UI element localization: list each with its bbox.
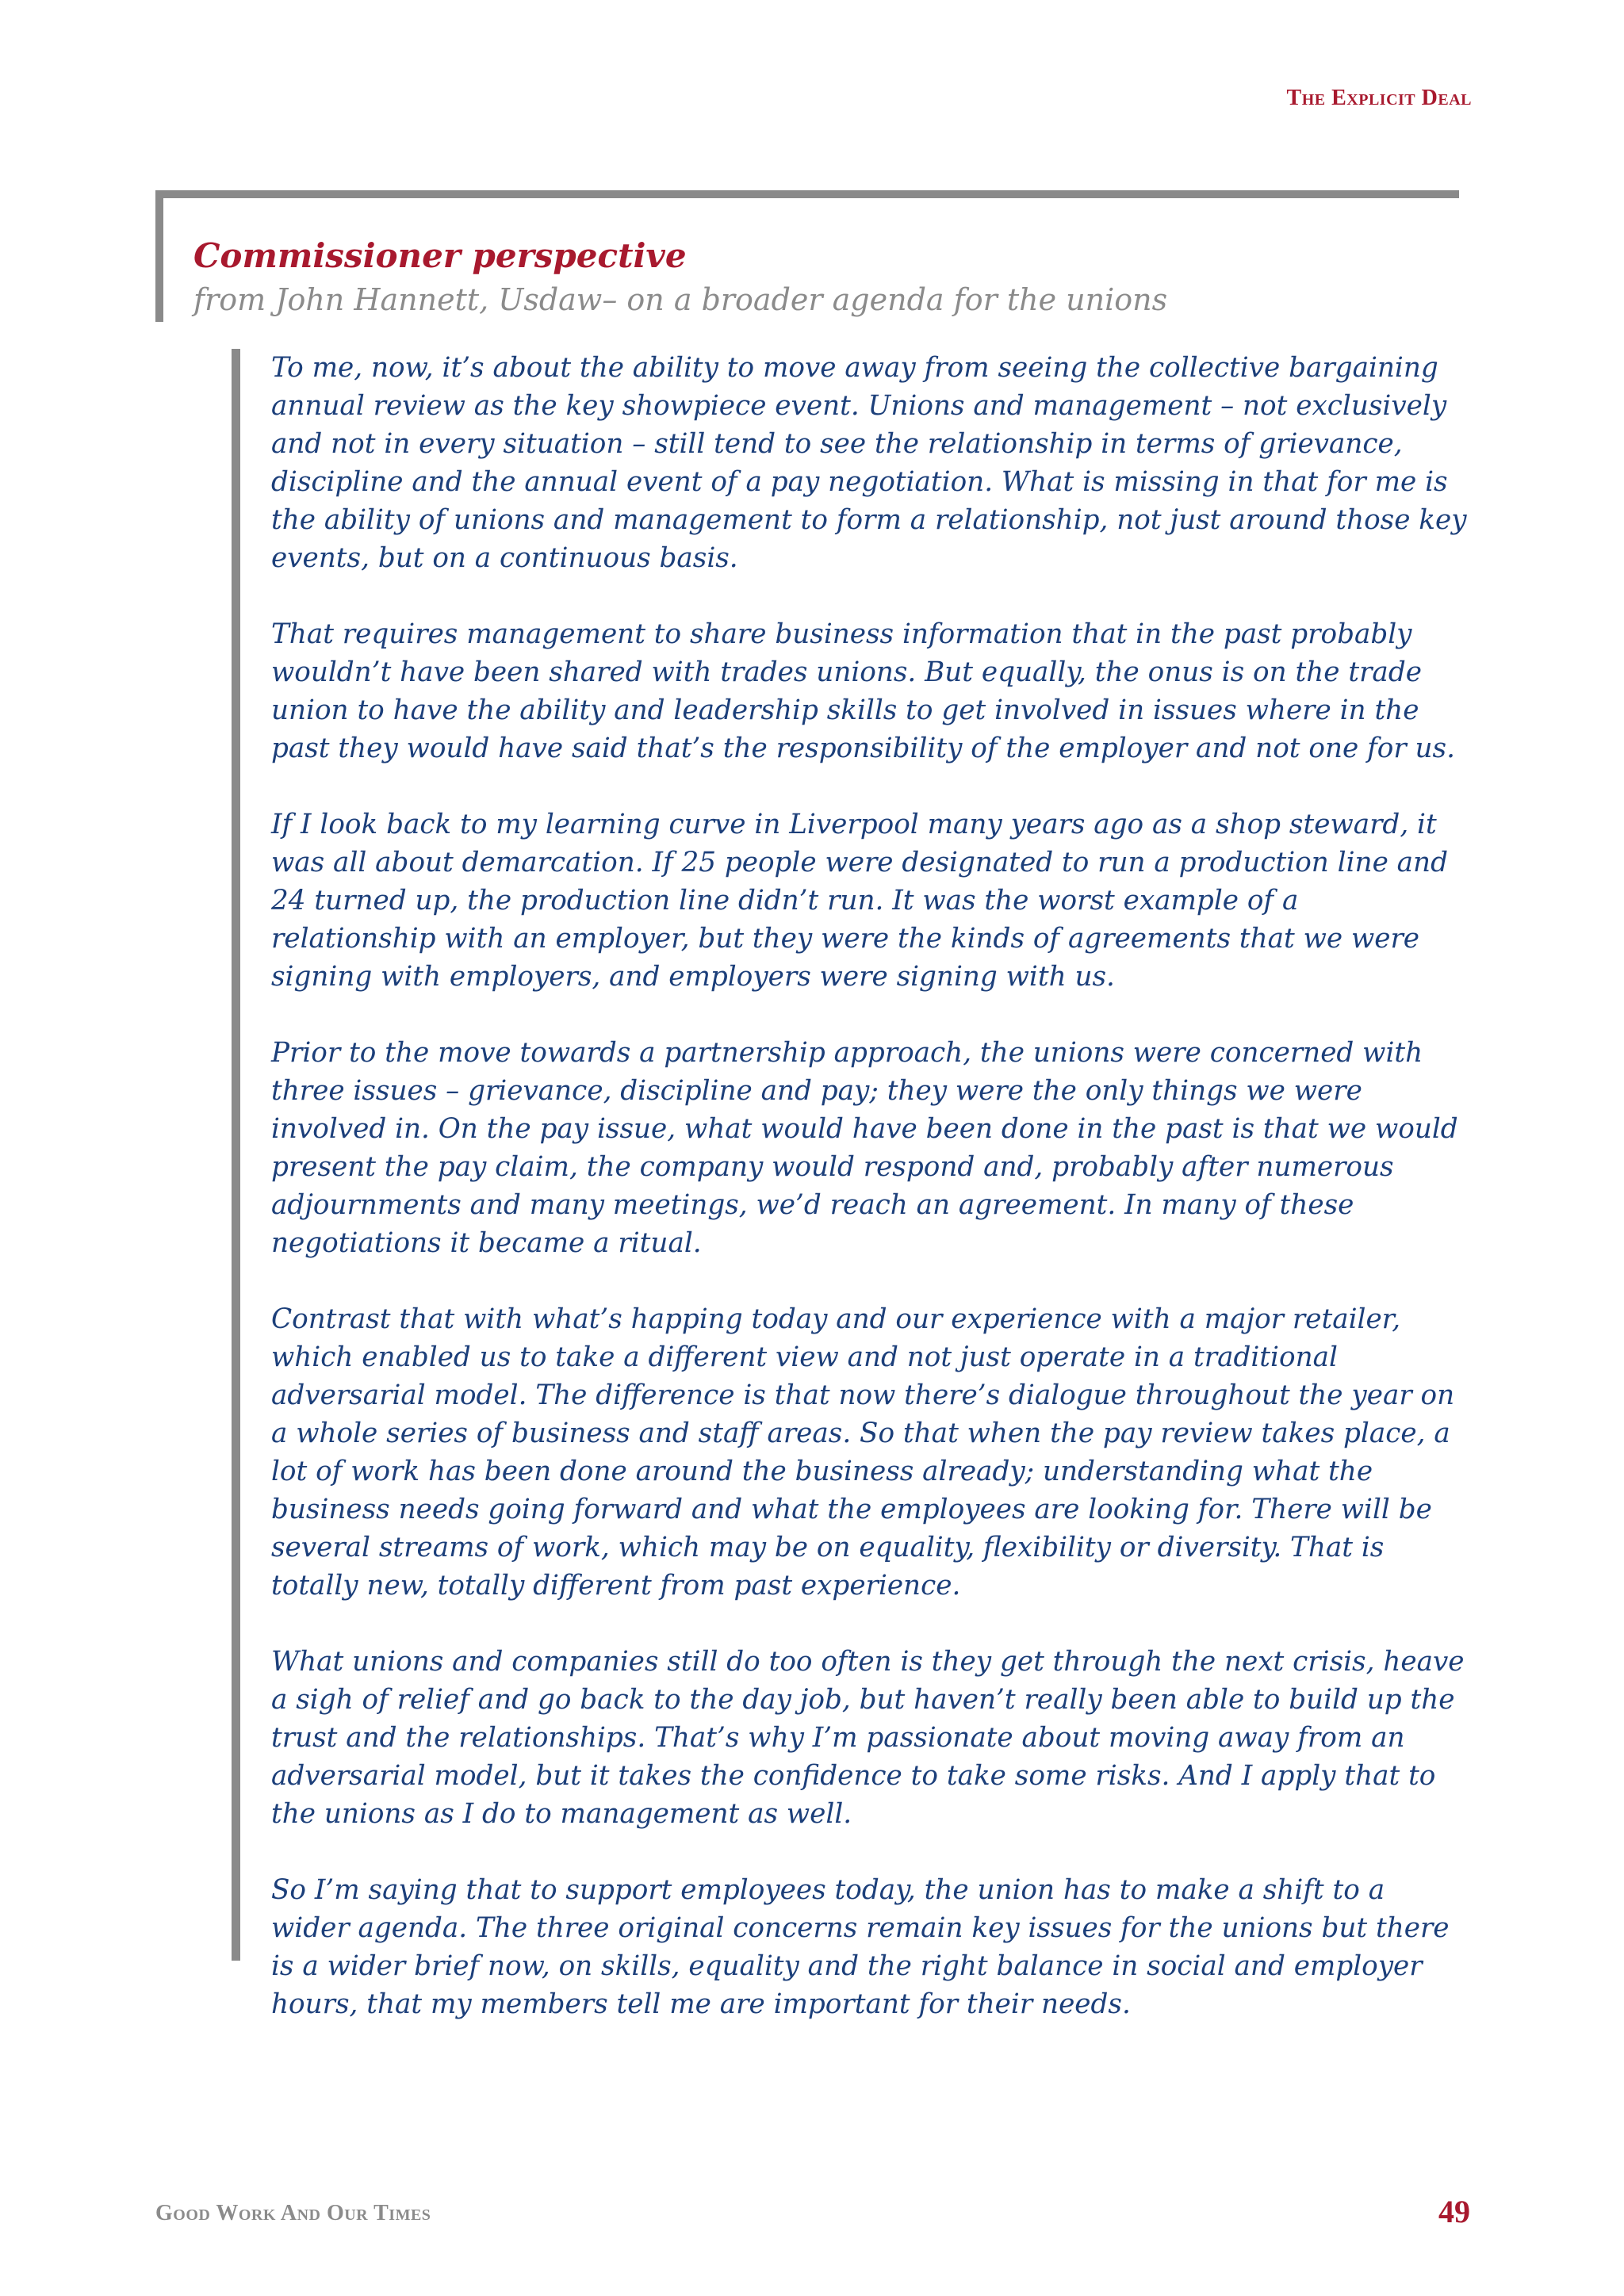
quote-paragraph: Contrast that with what’s happing today and our experience with a major retailer, which enabled us to take a different view and not just operate in a traditional adversarial model. The difference is that now there’s dialogue throughout the year on a whole series of business and staff areas. So that when the pay review takes place, a lot of work has been done around the business already; understanding what the business needs going forward and what the employees are looking for. There will be several streams of work, which may be on equality, flexibility or diversity. That is totally new, totally different from past experience. — [271, 1303, 1455, 1601]
panel-subtitle: from John Hannett, Usdaw– on a broader agenda for the unions — [193, 282, 1168, 317]
quote-paragraph: If I look back to my learning curve in Liverpool many years ago as a shop steward, it was all about demarcation. If 25 people were designated to run a production line and 24 turned up, the production line didn’t run. It was the worst example of a relationship with an employer, but they were the kinds of agreements that we were signing with employers, and employers were signing with us. — [271, 809, 1448, 993]
quote-paragraph: Prior to the move towards a partnership approach, the unions were concerned with three issues – grievance, discipline and pay; they were the only things we were involved in. On the pay issue, what would have been done in the past is that we would present the pay claim, the company would respond and, probably after numerous adjournments and many meetings, we’d reach an agreement. In many of these negotiations it became a ritual. — [271, 1037, 1458, 1259]
footer-publication-title: Good Work And Our Times — [155, 2201, 431, 2225]
quote-block — [271, 349, 1470, 2023]
page-number: 49 — [1438, 2194, 1470, 2229]
panel-top-rule — [155, 190, 1459, 198]
running-header: The Explicit Deal — [1286, 86, 1472, 110]
quote-paragraph: That requires management to share business information that in the past probably wouldn’t have been shared with trades unions. But equally, the onus is on the trade union to have the ability and leadership skills to get involved in issues where in the past they would have said that’s the responsibility of the employer and not one for us. — [271, 618, 1455, 764]
panel-title: Commissioner perspective — [193, 236, 687, 275]
quote-paragraph: So I’m saying that to support employees today, the union has to make a shift to a wider agenda. The three original concerns remain key issues for the unions but there is a wider brief now, on skills, equality and the right balance in social and employer hours, that my members tell me are important for their needs. — [271, 1874, 1450, 2020]
quote-paragraph: To me, now, it’s about the ability to move away from seeing the collective bargaining annual review as the key showpiece event. Unions and management – not exclusively and not in every situation – still tend to see the relationship in terms of grievance, discipline and the annual event of a pay negotiation. What is missing in that for me is the ability of unions and management to form a relationship, not just around those key events, but on a continuous basis. — [271, 352, 1467, 574]
panel-left-rule — [155, 190, 163, 322]
quote-rule — [232, 349, 240, 1961]
quote-paragraph: What unions and companies still do too often is they get through the next crisis, heave a sigh of relief and go back to the day job, but haven’t really been able to build up the trust and the relationships. That’s why I’m passionate about moving away from an adversarial model, but it takes the confidence to take some risks. And I apply that to the unions as I do to management as well. — [271, 1646, 1465, 1830]
